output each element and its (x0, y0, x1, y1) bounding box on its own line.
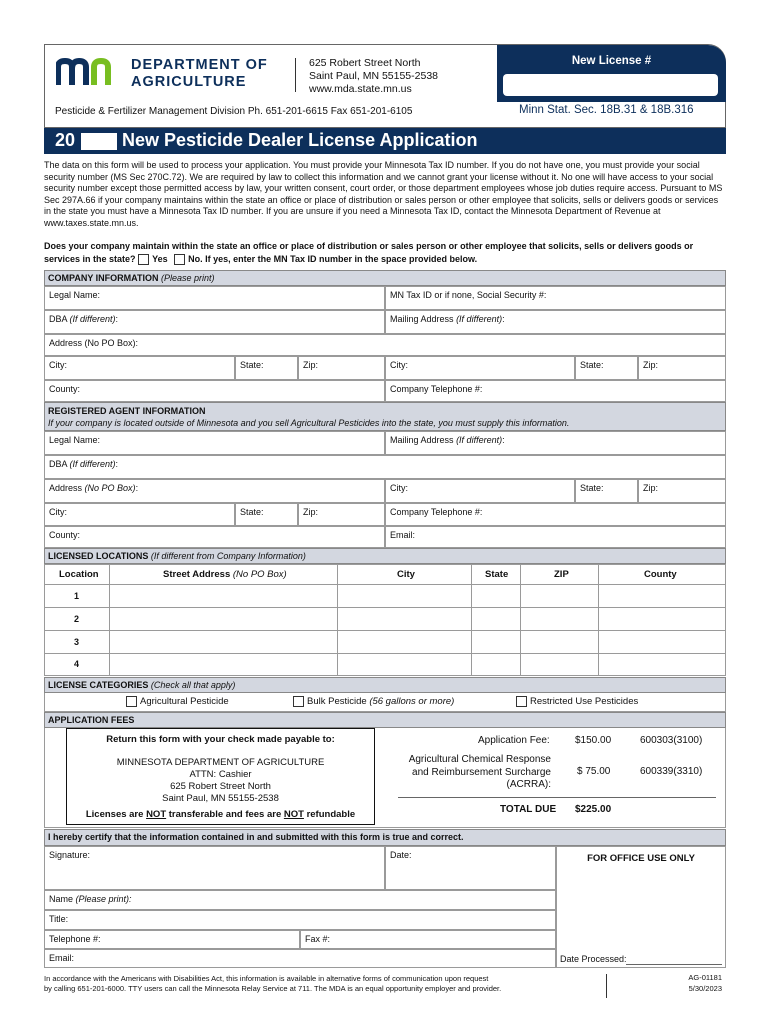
col-divider (520, 565, 521, 675)
title-field[interactable]: Title: (44, 910, 556, 930)
date-processed-label: Date Processed: (560, 954, 627, 964)
payee-box (66, 728, 375, 825)
agent-mail-city-field[interactable]: City: (385, 479, 575, 503)
license-number-label: New License # (571, 55, 652, 67)
agent-zip-field[interactable]: Zip: (298, 503, 385, 526)
office-use-box: FOR OFFICE USE ONLY (556, 846, 726, 968)
nonrefundable-note: Licenses are NOT transferable and fees are NOT refundable (85, 809, 356, 820)
acrra-amount: $ 75.00 (577, 766, 611, 777)
agent-section-header: REGISTERED AGENT INFORMATION If your company is located outside of Minnesota and you sell Agricultural Pesticides into the state, you must supply this information. (44, 402, 726, 431)
agency-name-line2: AGRICULTURE (131, 74, 247, 90)
footer-divider (606, 974, 607, 998)
no-label: No. If yes, enter the MN Tax ID number in the space provided below. (188, 253, 478, 264)
mda-logo (56, 57, 126, 87)
location-row[interactable]: 3 (45, 631, 725, 654)
address-line2: Saint Paul, MN 55155-2538 (309, 70, 438, 82)
company-telephone-field[interactable]: Company Telephone #: (385, 380, 726, 402)
agent-mailing-field[interactable]: Mailing Address (If different): (385, 431, 726, 455)
email-field[interactable]: Email: (44, 949, 556, 968)
locations-section-header: LICENSED LOCATIONS (If different from Company Information) (44, 548, 726, 564)
col-city: City (397, 569, 415, 580)
yes-checkbox[interactable] (138, 254, 149, 265)
company-mail-state-field[interactable]: State: (575, 356, 638, 380)
agent-mail-state-field[interactable]: State: (575, 479, 638, 503)
agent-note: If your company is located outside of Minnesota and you sell Agricultural Pesticides into the state, you must supply this information. (48, 418, 570, 428)
company-tax-id-field[interactable]: MN Tax ID or if none, Social Security #: (385, 286, 726, 310)
return-instruction: Return this form with your check made payable to: (106, 734, 335, 745)
fees-section-header: APPLICATION FEES (44, 712, 726, 728)
division-line: Pesticide & Fertilizer Management Division Ph. 651-201-6615 Fax 651-201-6105 (55, 106, 413, 117)
col-divider (598, 565, 599, 675)
company-section-header: COMPANY INFORMATION (Please print) (44, 270, 726, 286)
application-fee-code: 600303(3100) (640, 735, 703, 746)
col-county: County (644, 569, 677, 580)
location-row[interactable]: 4 (74, 659, 80, 669)
col-divider (337, 565, 338, 675)
payee-line4: Saint Paul, MN 55155-2538 (162, 793, 279, 804)
name-field[interactable]: Name (Please print): (44, 890, 556, 910)
company-county-field[interactable]: County: (44, 380, 385, 402)
agent-state-field[interactable]: State: (235, 503, 298, 526)
location-row[interactable]: 1 (45, 585, 725, 608)
categories-section-header: LICENSE CATEGORIES (Check all that apply) (44, 677, 726, 693)
application-fee-amount: $150.00 (575, 735, 612, 746)
intro-paragraph: The data on this form will be used to process your application. You must provide your Minnesota Tax ID number. If you do not have one, you must provide your social security number (MS Sec 270C.72). We are required by law to collect this information and we cannot grant your license without it. No one will have access to your social security number except those permitted access by law, your written consent, court order, or those department employees whose job duties require access. Pursuant to MS Sec 297A.66 if your company maintains within the state an office or place of distribution or sales person or other employee that solicits, sells or delivers goods or services in the state you must have a Minnesota Tax ID number. If you are unsure if you need a Minnesota Tax ID, contact the Minnesota Department of Revenue at www.taxes.state.mn.us. (44, 160, 723, 228)
form-title: New Pesticide Dealer License Application (122, 130, 478, 150)
col-divider (109, 565, 110, 675)
header-divider (295, 58, 296, 92)
agricultural-checkbox[interactable] (126, 696, 137, 707)
statute-reference: Minn Stat. Sec. 18B.31 & 18B.316 (519, 104, 694, 116)
restricted-checkbox[interactable] (516, 696, 527, 707)
address-line1: 625 Robert Street North (309, 57, 421, 69)
col-location: Location (59, 569, 99, 580)
yes-label: Yes (152, 253, 168, 264)
col-state: State (485, 569, 509, 580)
acrra-label: Agricultural Chemical Response and Reimbursement Surcharge (ACRRA): (408, 754, 551, 790)
fax-field[interactable]: Fax #: (300, 930, 556, 949)
company-legal-name-field[interactable]: Legal Name: (44, 286, 385, 310)
agent-telephone-field[interactable]: Company Telephone #: (385, 503, 726, 526)
restricted-use-option[interactable]: Restricted Use Pesticides (516, 696, 638, 707)
total-due-label: TOTAL DUE (500, 804, 557, 815)
payee-line3: 625 Robert Street North (170, 781, 271, 792)
tax-question (44, 240, 726, 265)
company-dba-field[interactable]: DBA (If different): (44, 310, 385, 334)
date-field[interactable]: Date: (385, 846, 556, 890)
locations-table (44, 564, 726, 676)
agent-address-field[interactable]: Address (No PO Box): (44, 479, 385, 503)
certify-statement: I hereby certify that the information contained in and submitted with this form is true and correct. (44, 829, 726, 846)
tax-question-text: Does your company maintain within the state an office or place of distribution or sales person or other employee that solicits, sells or delivers goods or services in the state? (44, 241, 694, 264)
telephone-field[interactable]: Telephone #: (44, 930, 300, 949)
bulk-pesticide-option[interactable]: Bulk Pesticide (56 gallons or more) (293, 696, 454, 707)
col-street-address: Street Address (No PO Box) (163, 569, 287, 580)
agent-dba-field[interactable]: DBA (If different): (44, 455, 726, 479)
company-mailing-field[interactable]: Mailing Address (If different): (385, 310, 726, 334)
year-field[interactable] (81, 133, 117, 150)
company-mail-city-field[interactable]: City: (385, 356, 575, 380)
company-address-field[interactable]: Address (No PO Box): (44, 334, 726, 356)
agent-mail-zip-field[interactable]: Zip: (638, 479, 726, 503)
agent-email-field[interactable]: Email: (385, 526, 726, 548)
license-number-field[interactable] (503, 74, 718, 96)
location-row[interactable]: 2 (45, 608, 725, 631)
application-fee-label: Application Fee: (478, 735, 550, 746)
company-mail-zip-field[interactable]: Zip: (638, 356, 726, 380)
company-city-field[interactable]: City: (44, 356, 235, 380)
total-due-amount: $225.00 (575, 804, 612, 815)
no-checkbox[interactable] (174, 254, 185, 265)
signature-field[interactable]: Signature: (44, 846, 385, 890)
bulk-checkbox[interactable] (293, 696, 304, 707)
total-divider (398, 797, 716, 798)
ada-notice: In accordance with the Americans with Disabilities Act, this information is available in alternative forms of communication upon request by calling 651-201-6000. TTY users can call the Minnesota Relay Service at 711. The MDA is an equal opportunity employer and provider. (44, 974, 502, 993)
year-prefix: 20 (55, 130, 76, 150)
date-processed-line (626, 964, 722, 965)
col-zip: ZIP (554, 569, 569, 580)
agency-name-line1: DEPARTMENT OF (131, 57, 268, 73)
col-divider (471, 565, 472, 675)
company-zip-field[interactable]: Zip: (298, 356, 385, 380)
agent-city-field[interactable]: City: (44, 503, 235, 526)
payee-line1: MINNESOTA DEPARTMENT OF AGRICULTURE (116, 757, 325, 768)
locations-header-row (45, 565, 725, 585)
company-state-field[interactable]: State: (235, 356, 298, 380)
form-id: AG-01181 (688, 973, 722, 982)
form-date: 5/30/2023 (688, 984, 722, 993)
payee-line2: ATTN: Cashier (189, 769, 252, 780)
agent-legal-name-field[interactable]: Legal Name: (44, 431, 385, 455)
agent-county-field[interactable]: County: (44, 526, 385, 548)
address-line3: www.mda.state.mn.us (309, 83, 412, 95)
agricultural-pesticide-option[interactable]: Agricultural Pesticide (126, 696, 229, 707)
acrra-code: 600339(3310) (640, 766, 703, 777)
